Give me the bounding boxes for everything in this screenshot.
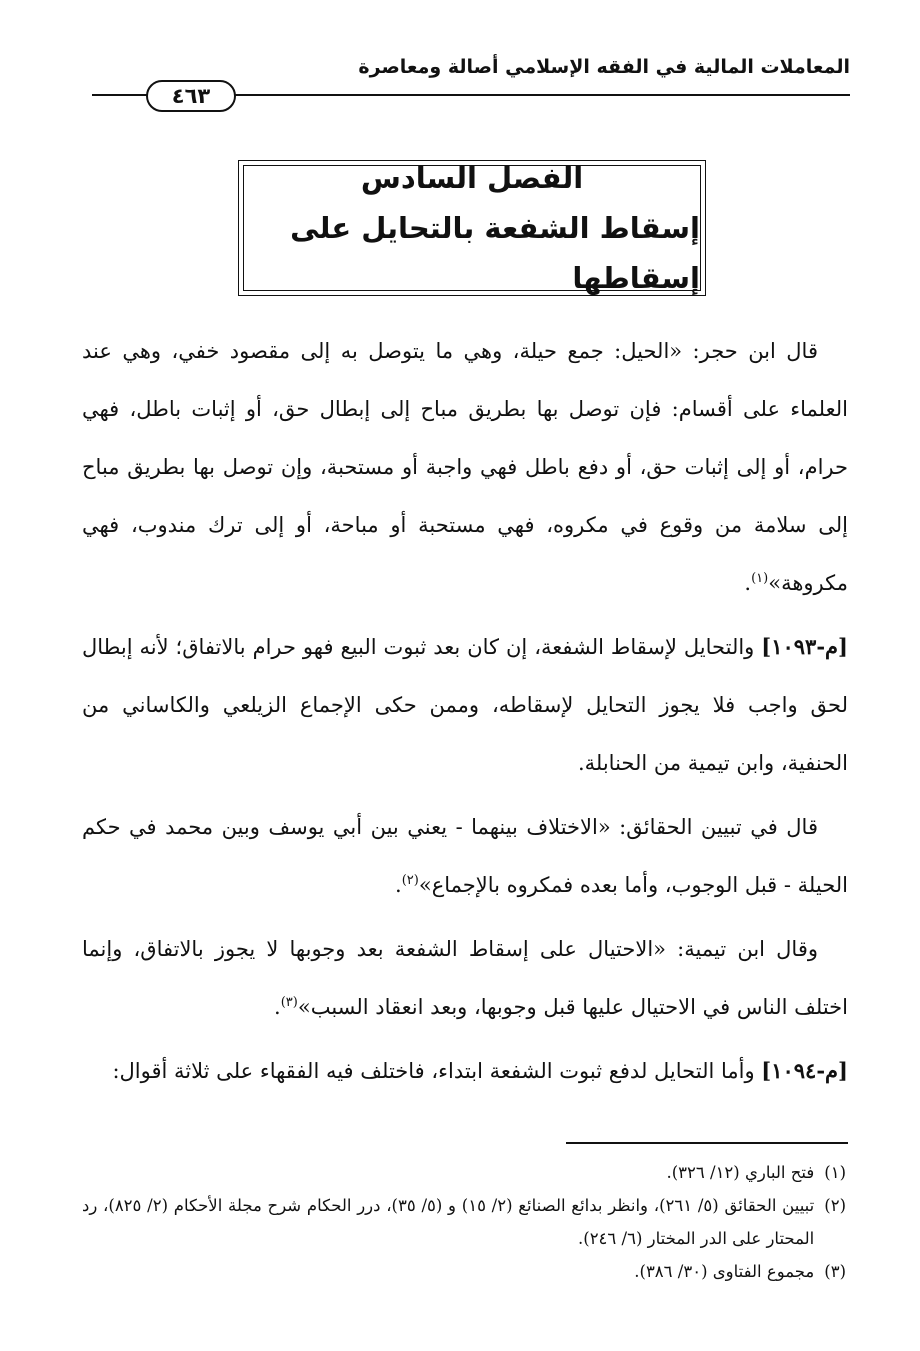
body-text xyxy=(82,322,848,1106)
chapter-title-box xyxy=(238,160,706,296)
running-title: المعاملات المالية في الفقه الإسلامي أصالة ومعاصرة xyxy=(358,56,850,78)
footnote-ref: (٢) xyxy=(401,873,419,888)
footnote-rule xyxy=(566,1142,848,1144)
paragraph-end: . xyxy=(274,995,281,1019)
footnote-item xyxy=(82,1189,846,1255)
footnote-mark: (١) xyxy=(824,1163,846,1182)
chapter-subtitle: إسقاط الشفعة بالتحايل على إسقاطها xyxy=(290,211,700,295)
paragraph-text: وأما التحايل لدفع ثبوت الشفعة ابتداء، فاختلف فيه الفقهاء على ثلاثة أقوال: xyxy=(112,1059,762,1083)
paragraph-text: قال في تبيين الحقائق: «الاختلاف بينهما - يعني بين أبي يوسف وبين محمد في حكم الحيلة - قبل الوجوب، وأما بعده فمكروه بالإجماع» xyxy=(82,815,848,897)
issue-number: [م-١٠٩٣] xyxy=(761,634,848,659)
footnote-text: تبيين الحقائق (٥/ ٢٦١)، وانظر بدائع الصنائع (٢/ ١٥) و (٥/ ٣٥)، درر الحكام شرح مجلة الأحكام (٢/ ٨٢٥)، رد المحتار على الدر المختار (٦/ ٢٤٦). xyxy=(82,1196,815,1248)
paragraph-ibn-hajar xyxy=(82,322,848,612)
issue-number: [م-١٠٩٤] xyxy=(761,1058,848,1083)
paragraph-end: . xyxy=(395,873,402,897)
paragraph-text: والتحايل لإسقاط الشفعة، إن كان بعد ثبوت البيع فهو حرام بالاتفاق؛ لأنه إبطال لحق واجب فلا يجوز التحايل لإسقاطه، وممن حكى الإجماع الزيلعي والكاساني من الحنفية، وابن تيمية من الحنابلة. xyxy=(82,635,848,775)
paragraph-text: وقال ابن تيمية: «الاحتيال على إسقاط الشفعة بعد وجوبها لا يجوز بالاتفاق، وإنما اختلف الناس في الاحتيال عليها قبل وجوبها، وبعد انعقاد السبب» xyxy=(82,937,848,1019)
footnote-mark: (٢) xyxy=(824,1196,846,1215)
footnote-text: مجموع الفتاوى (٣٠/ ٣٨٦). xyxy=(634,1262,815,1281)
footnote-ref: (٣) xyxy=(280,995,298,1010)
footnote-ref: (١) xyxy=(751,571,769,586)
paragraph-text: قال ابن حجر: «الحيل: جمع حيلة، وهي ما يتوصل به إلى مقصود خفي، وهي عند العلماء على أقسام: فإن توصل بها بطريق مباح إلى إبطال حق، أو إثبات باطل، فهي حرام، أو إلى إثبات حق، أو دفع باطل فهي واجبة أو مستحبة، وإن توصل بها بطريق مباح إلى سلامة من وقوع في مكروه، فهي مستحبة أو مباحة، أو إلى ترك مندوب، فهي مكروهة» xyxy=(82,339,848,595)
page-number: ٤٦٣ xyxy=(146,80,236,112)
footnote-mark: (٣) xyxy=(824,1262,846,1281)
paragraph-tabyin xyxy=(82,798,848,914)
footnote-item xyxy=(82,1255,846,1288)
footnotes xyxy=(82,1156,846,1288)
chapter-title-frame xyxy=(243,161,701,295)
paragraph-issue-1094 xyxy=(82,1042,848,1100)
footnote-text: فتح الباري (١٢/ ٣٢٦). xyxy=(666,1163,815,1182)
paragraph-issue-1093 xyxy=(82,618,848,792)
footnote-item xyxy=(82,1156,846,1189)
chapter-title: الفصل السادس xyxy=(360,161,584,195)
paragraph-ibn-taymiyya xyxy=(82,920,848,1036)
paragraph-end: . xyxy=(744,571,752,595)
